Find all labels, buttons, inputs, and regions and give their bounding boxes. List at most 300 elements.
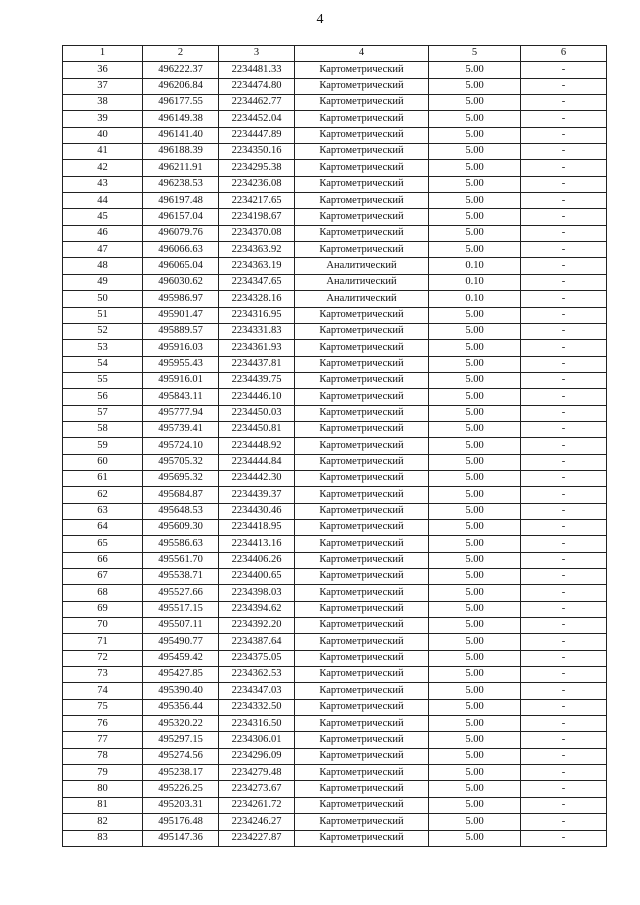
header-row xyxy=(63,46,607,62)
x-coordinate-cell: 496177.55 xyxy=(143,95,219,111)
table-row xyxy=(63,650,607,666)
description-cell: - xyxy=(521,667,607,683)
point-number-cell: 49 xyxy=(63,274,143,290)
table-row xyxy=(63,389,607,405)
description-cell: - xyxy=(521,699,607,715)
x-coordinate-cell: 495916.03 xyxy=(143,340,219,356)
x-coordinate-cell: 495147.36 xyxy=(143,830,219,846)
x-coordinate-cell: 495226.25 xyxy=(143,781,219,797)
x-coordinate-cell: 495203.31 xyxy=(143,797,219,813)
accuracy-cell: 5.00 xyxy=(429,323,521,339)
x-coordinate-cell: 495527.66 xyxy=(143,585,219,601)
point-number-cell: 48 xyxy=(63,258,143,274)
point-number-cell: 74 xyxy=(63,683,143,699)
method-cell: Картометрический xyxy=(295,225,429,241)
table-row xyxy=(63,323,607,339)
point-number-cell: 61 xyxy=(63,470,143,486)
table-row xyxy=(63,519,607,535)
x-coordinate-cell: 496066.63 xyxy=(143,242,219,258)
x-coordinate-cell: 495507.11 xyxy=(143,618,219,634)
point-number-cell: 81 xyxy=(63,797,143,813)
point-number-cell: 38 xyxy=(63,95,143,111)
accuracy-cell: 5.00 xyxy=(429,748,521,764)
method-cell: Картометрический xyxy=(295,732,429,748)
table-row xyxy=(63,699,607,715)
accuracy-cell: 5.00 xyxy=(429,470,521,486)
x-coordinate-cell: 496157.04 xyxy=(143,209,219,225)
method-cell: Картометрический xyxy=(295,307,429,323)
method-cell: Картометрический xyxy=(295,797,429,813)
header-cell-y: 3 xyxy=(219,46,295,62)
point-number-cell: 62 xyxy=(63,487,143,503)
accuracy-cell: 5.00 xyxy=(429,830,521,846)
y-coordinate-cell: 2234316.50 xyxy=(219,716,295,732)
y-coordinate-cell: 2234442.30 xyxy=(219,470,295,486)
x-coordinate-cell: 496188.39 xyxy=(143,144,219,160)
y-coordinate-cell: 2234236.08 xyxy=(219,176,295,192)
accuracy-cell: 5.00 xyxy=(429,340,521,356)
table-row xyxy=(63,454,607,470)
x-coordinate-cell: 495427.85 xyxy=(143,667,219,683)
point-number-cell: 41 xyxy=(63,144,143,160)
accuracy-cell: 5.00 xyxy=(429,683,521,699)
y-coordinate-cell: 2234474.80 xyxy=(219,78,295,94)
point-number-cell: 76 xyxy=(63,716,143,732)
x-coordinate-cell: 495901.47 xyxy=(143,307,219,323)
method-cell: Картометрический xyxy=(295,569,429,585)
table-row xyxy=(63,716,607,732)
table-header xyxy=(63,46,607,62)
accuracy-cell: 5.00 xyxy=(429,634,521,650)
accuracy-cell: 5.00 xyxy=(429,585,521,601)
x-coordinate-cell: 495986.97 xyxy=(143,291,219,307)
description-cell: - xyxy=(521,209,607,225)
method-cell: Картометрический xyxy=(295,372,429,388)
method-cell: Картометрический xyxy=(295,667,429,683)
accuracy-cell: 5.00 xyxy=(429,438,521,454)
method-cell: Картометрический xyxy=(295,111,429,127)
point-number-cell: 71 xyxy=(63,634,143,650)
point-number-cell: 83 xyxy=(63,830,143,846)
y-coordinate-cell: 2234331.83 xyxy=(219,323,295,339)
x-coordinate-cell: 495320.22 xyxy=(143,716,219,732)
y-coordinate-cell: 2234375.05 xyxy=(219,650,295,666)
x-coordinate-cell: 496065.04 xyxy=(143,258,219,274)
accuracy-cell: 5.00 xyxy=(429,650,521,666)
x-coordinate-cell: 495561.70 xyxy=(143,552,219,568)
accuracy-cell: 5.00 xyxy=(429,601,521,617)
description-cell: - xyxy=(521,291,607,307)
point-number-cell: 46 xyxy=(63,225,143,241)
method-cell: Аналитический xyxy=(295,291,429,307)
method-cell: Картометрический xyxy=(295,438,429,454)
x-coordinate-cell: 496030.62 xyxy=(143,274,219,290)
accuracy-cell: 5.00 xyxy=(429,160,521,176)
table-row xyxy=(63,62,607,78)
table-row xyxy=(63,569,607,585)
x-coordinate-cell: 495889.57 xyxy=(143,323,219,339)
point-number-cell: 50 xyxy=(63,291,143,307)
point-number-cell: 78 xyxy=(63,748,143,764)
method-cell: Картометрический xyxy=(295,830,429,846)
accuracy-cell: 5.00 xyxy=(429,552,521,568)
table-row xyxy=(63,601,607,617)
description-cell: - xyxy=(521,618,607,634)
y-coordinate-cell: 2234398.03 xyxy=(219,585,295,601)
description-cell: - xyxy=(521,454,607,470)
description-cell: - xyxy=(521,176,607,192)
table-row xyxy=(63,111,607,127)
description-cell: - xyxy=(521,732,607,748)
table-row xyxy=(63,193,607,209)
table-row xyxy=(63,618,607,634)
y-coordinate-cell: 2234295.38 xyxy=(219,160,295,176)
description-cell: - xyxy=(521,438,607,454)
x-coordinate-cell: 495176.48 xyxy=(143,814,219,830)
table-row xyxy=(63,225,607,241)
description-cell: - xyxy=(521,356,607,372)
y-coordinate-cell: 2234246.27 xyxy=(219,814,295,830)
description-cell: - xyxy=(521,95,607,111)
accuracy-cell: 5.00 xyxy=(429,765,521,781)
point-number-cell: 44 xyxy=(63,193,143,209)
accuracy-cell: 5.00 xyxy=(429,814,521,830)
method-cell: Картометрический xyxy=(295,748,429,764)
y-coordinate-cell: 2234362.53 xyxy=(219,667,295,683)
x-coordinate-cell: 495695.32 xyxy=(143,470,219,486)
accuracy-cell: 5.00 xyxy=(429,127,521,143)
point-number-cell: 63 xyxy=(63,503,143,519)
description-cell: - xyxy=(521,781,607,797)
method-cell: Картометрический xyxy=(295,683,429,699)
method-cell: Картометрический xyxy=(295,454,429,470)
method-cell: Картометрический xyxy=(295,519,429,535)
accuracy-cell: 5.00 xyxy=(429,454,521,470)
description-cell: - xyxy=(521,503,607,519)
accuracy-cell: 5.00 xyxy=(429,209,521,225)
y-coordinate-cell: 2234198.67 xyxy=(219,209,295,225)
table-row xyxy=(63,78,607,94)
point-number-cell: 65 xyxy=(63,536,143,552)
accuracy-cell: 5.00 xyxy=(429,95,521,111)
accuracy-cell: 5.00 xyxy=(429,144,521,160)
y-coordinate-cell: 2234462.77 xyxy=(219,95,295,111)
x-coordinate-cell: 496149.38 xyxy=(143,111,219,127)
description-cell: - xyxy=(521,405,607,421)
point-number-cell: 47 xyxy=(63,242,143,258)
method-cell: Картометрический xyxy=(295,340,429,356)
y-coordinate-cell: 2234227.87 xyxy=(219,830,295,846)
description-cell: - xyxy=(521,683,607,699)
x-coordinate-cell: 496206.84 xyxy=(143,78,219,94)
method-cell: Картометрический xyxy=(295,389,429,405)
method-cell: Картометрический xyxy=(295,814,429,830)
y-coordinate-cell: 2234430.46 xyxy=(219,503,295,519)
description-cell: - xyxy=(521,372,607,388)
table-row xyxy=(63,340,607,356)
table-row xyxy=(63,797,607,813)
description-cell: - xyxy=(521,160,607,176)
method-cell: Картометрический xyxy=(295,634,429,650)
point-number-cell: 73 xyxy=(63,667,143,683)
table-row xyxy=(63,160,607,176)
point-number-cell: 37 xyxy=(63,78,143,94)
y-coordinate-cell: 2234350.16 xyxy=(219,144,295,160)
description-cell: - xyxy=(521,552,607,568)
description-cell: - xyxy=(521,127,607,143)
method-cell: Картометрический xyxy=(295,765,429,781)
x-coordinate-cell: 495297.15 xyxy=(143,732,219,748)
description-cell: - xyxy=(521,144,607,160)
y-coordinate-cell: 2234439.37 xyxy=(219,487,295,503)
x-coordinate-cell: 496079.76 xyxy=(143,225,219,241)
description-cell: - xyxy=(521,634,607,650)
description-cell: - xyxy=(521,487,607,503)
header-cell-accuracy: 5 xyxy=(429,46,521,62)
accuracy-cell: 5.00 xyxy=(429,62,521,78)
table-row xyxy=(63,372,607,388)
accuracy-cell: 5.00 xyxy=(429,405,521,421)
method-cell: Картометрический xyxy=(295,193,429,209)
y-coordinate-cell: 2234444.84 xyxy=(219,454,295,470)
x-coordinate-cell: 495739.41 xyxy=(143,421,219,437)
table-row xyxy=(63,781,607,797)
point-number-cell: 40 xyxy=(63,127,143,143)
y-coordinate-cell: 2234406.26 xyxy=(219,552,295,568)
method-cell: Картометрический xyxy=(295,405,429,421)
x-coordinate-cell: 495356.44 xyxy=(143,699,219,715)
x-coordinate-cell: 495490.77 xyxy=(143,634,219,650)
description-cell: - xyxy=(521,519,607,535)
table-row xyxy=(63,503,607,519)
y-coordinate-cell: 2234447.89 xyxy=(219,127,295,143)
method-cell: Аналитический xyxy=(295,274,429,290)
point-number-cell: 42 xyxy=(63,160,143,176)
accuracy-cell: 5.00 xyxy=(429,242,521,258)
y-coordinate-cell: 2234448.92 xyxy=(219,438,295,454)
description-cell: - xyxy=(521,307,607,323)
y-coordinate-cell: 2234279.48 xyxy=(219,765,295,781)
x-coordinate-cell: 495916.01 xyxy=(143,372,219,388)
description-cell: - xyxy=(521,193,607,209)
method-cell: Картометрический xyxy=(295,144,429,160)
table-row xyxy=(63,144,607,160)
x-coordinate-cell: 495777.94 xyxy=(143,405,219,421)
method-cell: Аналитический xyxy=(295,258,429,274)
accuracy-cell: 5.00 xyxy=(429,781,521,797)
point-number-cell: 53 xyxy=(63,340,143,356)
x-coordinate-cell: 495390.40 xyxy=(143,683,219,699)
y-coordinate-cell: 2234392.20 xyxy=(219,618,295,634)
y-coordinate-cell: 2234328.16 xyxy=(219,291,295,307)
point-number-cell: 60 xyxy=(63,454,143,470)
method-cell: Картометрический xyxy=(295,781,429,797)
table-row xyxy=(63,438,607,454)
accuracy-cell: 5.00 xyxy=(429,536,521,552)
method-cell: Картометрический xyxy=(295,62,429,78)
x-coordinate-cell: 495705.32 xyxy=(143,454,219,470)
page-number: 4 xyxy=(316,12,324,27)
description-cell: - xyxy=(521,601,607,617)
point-number-cell: 64 xyxy=(63,519,143,535)
y-coordinate-cell: 2234332.50 xyxy=(219,699,295,715)
point-number-cell: 68 xyxy=(63,585,143,601)
point-number-cell: 56 xyxy=(63,389,143,405)
y-coordinate-cell: 2234481.33 xyxy=(219,62,295,78)
point-number-cell: 66 xyxy=(63,552,143,568)
x-coordinate-cell: 495843.11 xyxy=(143,389,219,405)
point-number-cell: 82 xyxy=(63,814,143,830)
y-coordinate-cell: 2234273.67 xyxy=(219,781,295,797)
table-row xyxy=(63,242,607,258)
method-cell: Картометрический xyxy=(295,585,429,601)
y-coordinate-cell: 2234370.08 xyxy=(219,225,295,241)
y-coordinate-cell: 2234347.65 xyxy=(219,274,295,290)
y-coordinate-cell: 2234450.81 xyxy=(219,421,295,437)
table-row xyxy=(63,95,607,111)
table-row xyxy=(63,258,607,274)
description-cell: - xyxy=(521,62,607,78)
x-coordinate-cell: 496211.91 xyxy=(143,160,219,176)
method-cell: Картометрический xyxy=(295,536,429,552)
accuracy-cell: 5.00 xyxy=(429,699,521,715)
description-cell: - xyxy=(521,748,607,764)
description-cell: - xyxy=(521,323,607,339)
accuracy-cell: 5.00 xyxy=(429,797,521,813)
point-number-cell: 70 xyxy=(63,618,143,634)
method-cell: Картометрический xyxy=(295,716,429,732)
table-row xyxy=(63,405,607,421)
method-cell: Картометрический xyxy=(295,470,429,486)
method-cell: Картометрический xyxy=(295,618,429,634)
x-coordinate-cell: 496197.48 xyxy=(143,193,219,209)
table-body xyxy=(63,62,607,847)
point-number-cell: 79 xyxy=(63,765,143,781)
method-cell: Картометрический xyxy=(295,650,429,666)
accuracy-cell: 5.00 xyxy=(429,176,521,192)
description-cell: - xyxy=(521,421,607,437)
point-number-cell: 36 xyxy=(63,62,143,78)
point-number-cell: 55 xyxy=(63,372,143,388)
x-coordinate-cell: 496141.40 xyxy=(143,127,219,143)
table-row xyxy=(63,552,607,568)
point-number-cell: 72 xyxy=(63,650,143,666)
table-row xyxy=(63,274,607,290)
description-cell: - xyxy=(521,225,607,241)
y-coordinate-cell: 2234418.95 xyxy=(219,519,295,535)
accuracy-cell: 5.00 xyxy=(429,503,521,519)
header-cell-method: 4 xyxy=(295,46,429,62)
x-coordinate-cell: 495609.30 xyxy=(143,519,219,535)
description-cell: - xyxy=(521,389,607,405)
y-coordinate-cell: 2234400.65 xyxy=(219,569,295,585)
table-row xyxy=(63,470,607,486)
accuracy-cell: 5.00 xyxy=(429,111,521,127)
accuracy-cell: 0.10 xyxy=(429,291,521,307)
point-number-cell: 54 xyxy=(63,356,143,372)
method-cell: Картометрический xyxy=(295,356,429,372)
point-number-cell: 51 xyxy=(63,307,143,323)
point-number-cell: 39 xyxy=(63,111,143,127)
point-number-cell: 77 xyxy=(63,732,143,748)
point-number-cell: 69 xyxy=(63,601,143,617)
y-coordinate-cell: 2234296.09 xyxy=(219,748,295,764)
description-cell: - xyxy=(521,111,607,127)
description-cell: - xyxy=(521,797,607,813)
x-coordinate-cell: 495724.10 xyxy=(143,438,219,454)
description-cell: - xyxy=(521,536,607,552)
table-row xyxy=(63,634,607,650)
accuracy-cell: 5.00 xyxy=(429,78,521,94)
x-coordinate-cell: 495955.43 xyxy=(143,356,219,372)
accuracy-cell: 5.00 xyxy=(429,487,521,503)
accuracy-cell: 5.00 xyxy=(429,732,521,748)
description-cell: - xyxy=(521,78,607,94)
description-cell: - xyxy=(521,242,607,258)
method-cell: Картометрический xyxy=(295,78,429,94)
table-row xyxy=(63,536,607,552)
accuracy-cell: 5.00 xyxy=(429,372,521,388)
table-row xyxy=(63,307,607,323)
x-coordinate-cell: 496222.37 xyxy=(143,62,219,78)
x-coordinate-cell: 495517.15 xyxy=(143,601,219,617)
accuracy-cell: 5.00 xyxy=(429,716,521,732)
x-coordinate-cell: 495274.56 xyxy=(143,748,219,764)
y-coordinate-cell: 2234452.04 xyxy=(219,111,295,127)
method-cell: Картометрический xyxy=(295,487,429,503)
description-cell: - xyxy=(521,830,607,846)
x-coordinate-cell: 496238.53 xyxy=(143,176,219,192)
header-cell-x: 2 xyxy=(143,46,219,62)
y-coordinate-cell: 2234439.75 xyxy=(219,372,295,388)
header-cell-description: 6 xyxy=(521,46,607,62)
y-coordinate-cell: 2234217.65 xyxy=(219,193,295,209)
x-coordinate-cell: 495459.42 xyxy=(143,650,219,666)
point-number-cell: 43 xyxy=(63,176,143,192)
accuracy-cell: 5.00 xyxy=(429,618,521,634)
method-cell: Картометрический xyxy=(295,699,429,715)
table-row xyxy=(63,176,607,192)
method-cell: Картометрический xyxy=(295,127,429,143)
method-cell: Картометрический xyxy=(295,421,429,437)
method-cell: Картометрический xyxy=(295,209,429,225)
method-cell: Картометрический xyxy=(295,160,429,176)
description-cell: - xyxy=(521,340,607,356)
description-cell: - xyxy=(521,585,607,601)
table-row xyxy=(63,421,607,437)
method-cell: Картометрический xyxy=(295,242,429,258)
accuracy-cell: 5.00 xyxy=(429,569,521,585)
header-cell-point-number: 1 xyxy=(63,46,143,62)
description-cell: - xyxy=(521,814,607,830)
table-row xyxy=(63,356,607,372)
y-coordinate-cell: 2234316.95 xyxy=(219,307,295,323)
accuracy-cell: 5.00 xyxy=(429,225,521,241)
accuracy-cell: 5.00 xyxy=(429,356,521,372)
y-coordinate-cell: 2234450.03 xyxy=(219,405,295,421)
accuracy-cell: 0.10 xyxy=(429,258,521,274)
y-coordinate-cell: 2234306.01 xyxy=(219,732,295,748)
point-number-cell: 57 xyxy=(63,405,143,421)
table-row xyxy=(63,667,607,683)
x-coordinate-cell: 495586.63 xyxy=(143,536,219,552)
y-coordinate-cell: 2234446.10 xyxy=(219,389,295,405)
x-coordinate-cell: 495538.71 xyxy=(143,569,219,585)
table-row xyxy=(63,487,607,503)
accuracy-cell: 5.00 xyxy=(429,519,521,535)
y-coordinate-cell: 2234394.62 xyxy=(219,601,295,617)
x-coordinate-cell: 495684.87 xyxy=(143,487,219,503)
